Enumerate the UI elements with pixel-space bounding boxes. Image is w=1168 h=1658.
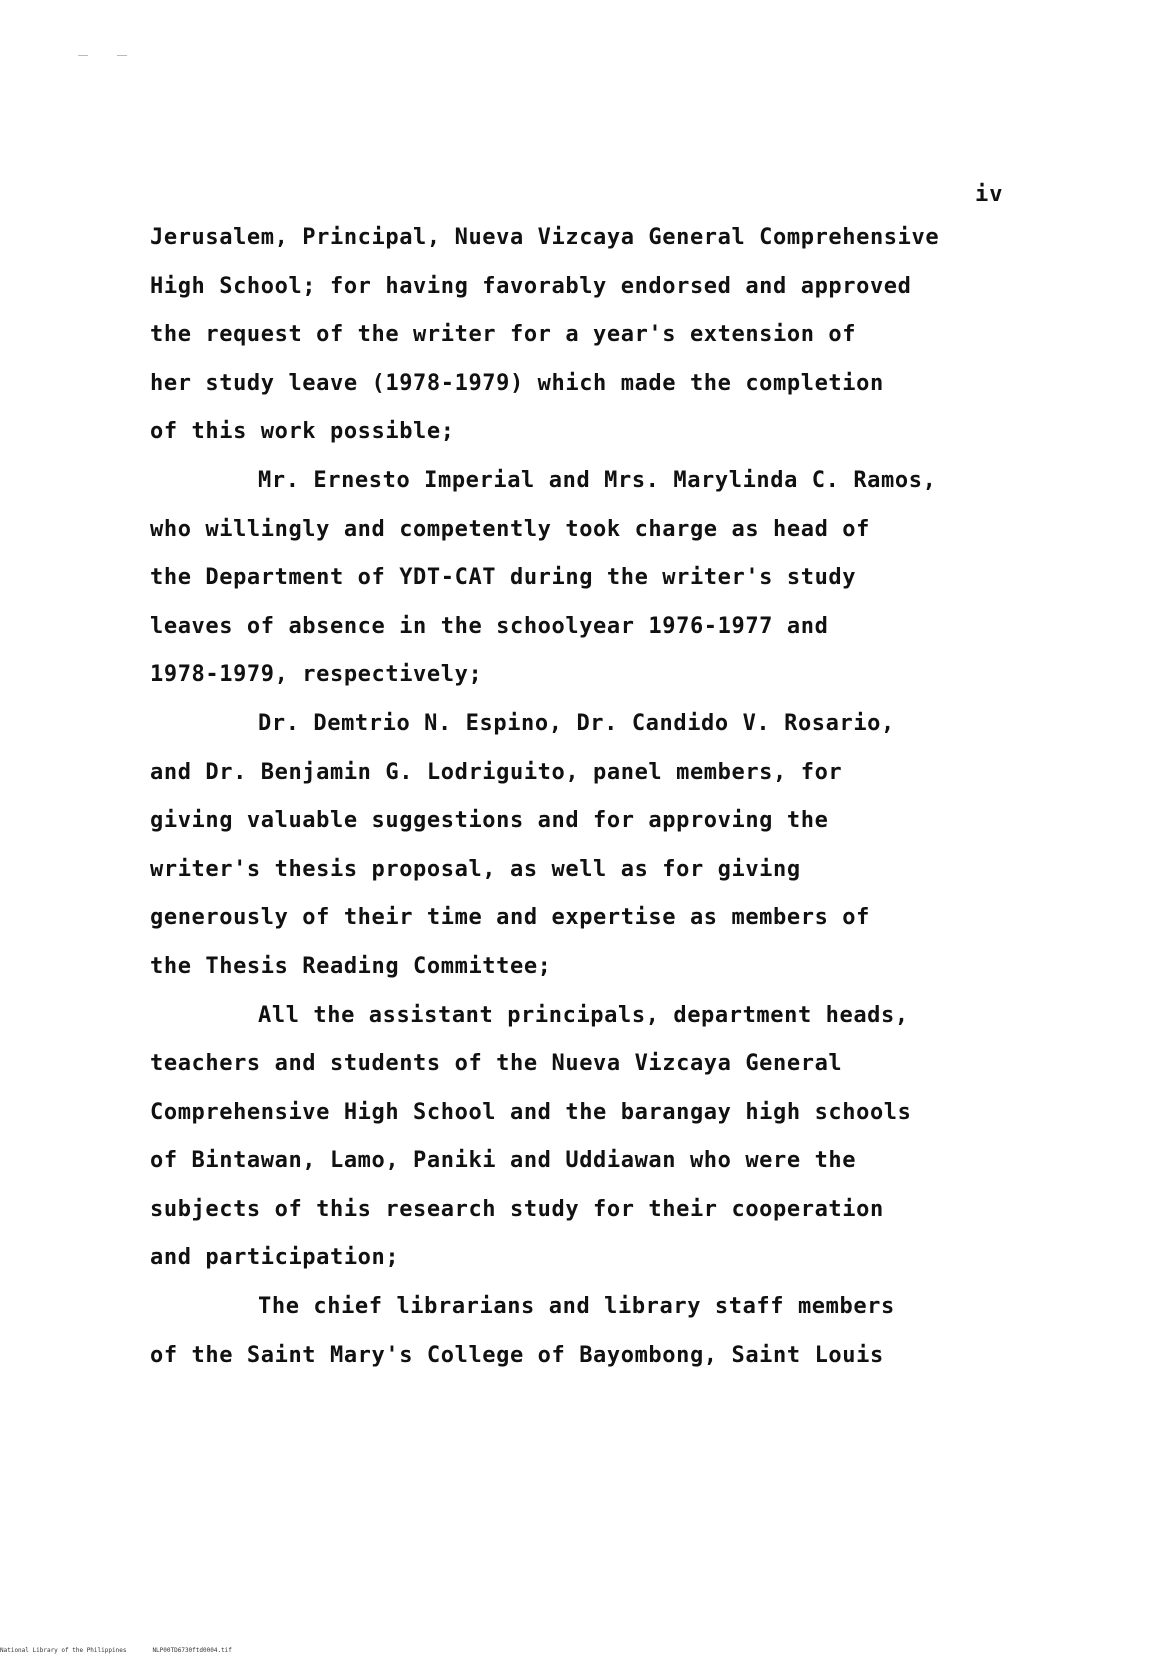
page-number: iv bbox=[975, 182, 1004, 207]
text-line: the request of the writer for a year's extension of bbox=[150, 322, 857, 348]
text-line: her study leave (1978-1979) which made the completion bbox=[150, 370, 884, 396]
text-line: Jerusalem, Principal, Nueva Vizcaya General Comprehensive bbox=[150, 225, 940, 250]
text-line: The chief librarians and library staff members bbox=[258, 1294, 895, 1320]
scan-footer bbox=[0, 1647, 232, 1655]
text-line: of the Saint Mary's College of Bayombong, Saint Louis bbox=[150, 1342, 884, 1368]
footer-filename: NLP00TD6730ftd0004.tif bbox=[152, 1647, 232, 1654]
text-line: subjects of this research study for their cooperation bbox=[150, 1196, 884, 1222]
text-line: the Department of YDT-CAT during the writer's study bbox=[150, 565, 857, 591]
text-line: High School; for having favorably endorsed and approved bbox=[150, 273, 912, 299]
text-line: All the assistant principals, department heads, bbox=[258, 1002, 909, 1028]
text-line: Dr. Demtrio N. Espino, Dr. Candido V. Rosario, bbox=[258, 710, 895, 736]
text-line: generously of their time and expertise as members of bbox=[150, 905, 870, 931]
text-line: leaves of absence in the schoolyear 1976-1977 and bbox=[150, 613, 829, 639]
text-line: who willingly and competently took charge as head of bbox=[150, 516, 870, 542]
text-line: of this work possible; bbox=[150, 419, 455, 445]
text-line: Comprehensive High School and the barangay high schools bbox=[150, 1099, 912, 1125]
text-line: and Dr. Benjamin G. Lodriguito, panel members, for bbox=[150, 759, 843, 785]
text-line: the Thesis Reading Committee; bbox=[150, 953, 552, 979]
document-body bbox=[150, 222, 1030, 1388]
text-line: 1978-1979, respectively; bbox=[150, 662, 483, 688]
scan-artifact bbox=[117, 55, 127, 56]
text-line: writer's thesis proposal, as well as for giving bbox=[150, 856, 801, 882]
text-line: and participation; bbox=[150, 1245, 400, 1271]
text-line: Mr. Ernesto Imperial and Mrs. Marylinda C. Ramos, bbox=[258, 467, 937, 493]
text-line: teachers and students of the Nueva Vizcaya General bbox=[150, 1051, 843, 1077]
text-line: giving valuable suggestions and for approving the bbox=[150, 808, 829, 834]
footer-source: National Library of the Philippines bbox=[0, 1647, 127, 1654]
text-line: of Bintawan, Lamo, Paniki and Uddiawan who were the bbox=[150, 1148, 857, 1174]
scan-artifact bbox=[78, 55, 88, 56]
